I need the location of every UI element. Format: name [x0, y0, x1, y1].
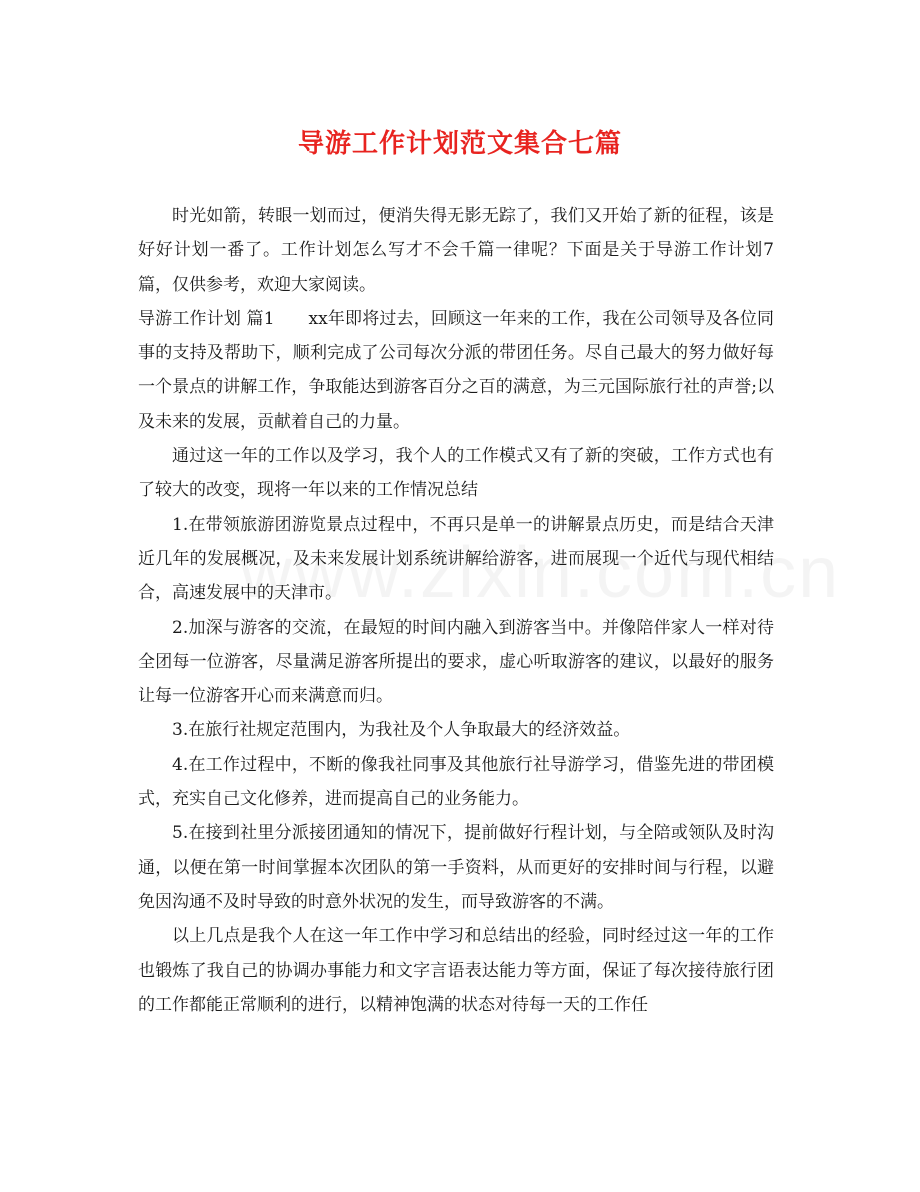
intro-paragraph: 时光如箭，转眼一划而过，便消失得无影无踪了，我们又开始了新的征程，该是好好计划一番了。工作计划怎么写才不会千篇一律呢？下面是关于导游工作计划7篇，仅供参考，欢迎大家阅读。	[138, 206, 774, 295]
list-item-4: 4.在工作过程中，不断的像我社同事及其他旅行社导游学习，借鉴先进的带团模式，充实自己文化修养，进而提高自己的业务能力。	[138, 754, 774, 810]
document-title: 导游工作计划范文集合七篇	[297, 129, 622, 159]
section1-text: xx年即将过去，回顾这一年来的工作，我在公司领导及各位同事的支持及帮助下，顺利完成了公司每次分派的带团任务。尽自己最大的努力做好每一个景点的讲解工作，争取能达到游客百分之百的满意，为三元国际旅行社的声誉;以及未来的发展，贡献着自己的力量。	[138, 308, 774, 432]
section1-paragraph	[138, 302, 774, 439]
section1-heading: 导游工作计划 篇1	[138, 308, 275, 329]
document-body	[138, 199, 774, 1022]
list-item-5: 5.在接到社里分派接团通知的情况下，提前做好行程计划，与全陪或领队及时沟通，以便在第一时间掌握本次团队的第一手资料，从而更好的安排时间与行程，以避免因沟通不及时导致的时意外状况的发生，而导致游客的不满。	[138, 823, 774, 912]
section1-paragraph-2: 通过这一年的工作以及学习，我个人的工作模式又有了新的突破，工作方式也有了较大的改变，现将一年以来的工作情况总结	[138, 446, 774, 501]
conclusion-paragraph: 以上几点是我个人在这一年工作中学习和总结出的经验，同时经过这一年的工作也锻炼了我自己的协调办事能力和文字言语表达能力等方面，保证了每次接待旅行团的工作都能正常顺利的进行，以精神饱满的状态对待每一天的工作任	[138, 926, 774, 1015]
list-item-2: 2.加深与游客的交流，在最短的时间内融入到游客当中。并像陪伴家人一样对待全团每一位游客，尽量满足游客所提出的要求，虚心听取游客的建议，以最好的服务让每一位游客开心而来满意而归。	[138, 617, 774, 707]
list-item-1: 1.在带领旅游团游览景点过程中，不再只是单一的讲解景点历史，而是结合天津近几年的发展概况，及未来发展计划系统讲解给游客，进而展现一个近代与现代相结合，高速发展中的天津市。	[138, 514, 774, 604]
list-item-3: 3.在旅行社规定范围内，为我社及个人争取最大的经济效益。	[172, 720, 631, 741]
